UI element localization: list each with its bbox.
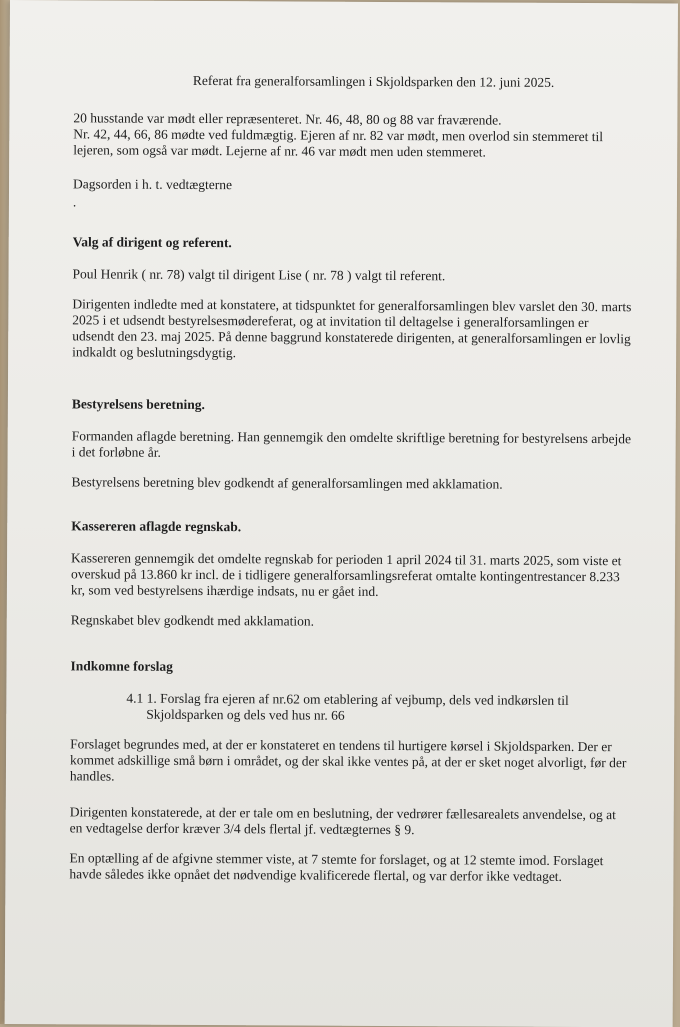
forslag-item: 4.1 1. Forslag fra ejeren af nr.62 om etablering af vejbump, dels ved indkørslen til Skjoldsparken og dels ved hus nr. 66 — [126, 690, 569, 723]
heading-forslag: Indkomne forslag — [70, 658, 173, 674]
heading-valg: Valg af dirigent og referent. — [72, 234, 232, 251]
forslag-paragraph-1: Forslaget begrundes med, at der er konstateret en tendens til hurtigere kørsel i Skjoldsparken. Der er kommet adskillige små børn i området, og der skal ikke ventes på, at der er sket noget alvorligt, før der handles. — [69, 736, 627, 784]
agenda-dot: . — [72, 194, 77, 210]
valg-paragraph-1: Poul Henrik ( nr. 78) valgt til dirigent Lise ( nr. 78 ) valgt til referent. — [72, 266, 446, 284]
forslag-paragraph-3: En optælling af de afgivne stemmer viste, at 7 stemte for forslaget, og at 12 stemte imod. Forslaget havde således ikke opnået det nødvendige kvalificerede flertal, og var derfor ikke vedtaget. — [69, 850, 604, 884]
intro-line-1: 20 husstande var mødt eller repræsenteret. Nr. 46, 48, 80 og 88 var fraværende. — [73, 110, 502, 128]
regnskab-paragraph-1: Kassereren gennemgik det omdelte regnskab for perioden 1 april 2024 til 31. marts 2025, som viste et overskud på 13.860 kr incl. de i tidligere generalforsamlingsreferat omtalte kontingentrestancer 8.233 kr, som ved bestyrelsens ihærdige indsats, nu er gået ind. — [70, 550, 622, 599]
document-title: Referat fra generalforsamlingen i Skjoldsparken den 12. juni 2025. — [192, 72, 555, 90]
beretning-paragraph-2: Bestyrelsens beretning blev godkendt af generalforsamlingen med akklamation. — [71, 474, 503, 492]
agenda-line: Dagsorden i h. t. vedtægterne — [72, 176, 233, 193]
heading-regnskab: Kassereren aflagde regnskab. — [71, 518, 242, 535]
intro-line-2: Nr. 42, 44, 66, 86 mødte ved fuldmægtig. Ejeren af nr. 82 var mødt, men overlod sin stemmeret til lejeren, som også var mødt. Lejerne af nr. 46 var mødt men uden stemmeret. — [73, 126, 604, 160]
heading-beretning: Bestyrelsens beretning. — [71, 396, 205, 413]
regnskab-paragraph-2: Regnskabet blev godkendt med akklamation. — [70, 612, 315, 629]
beretning-paragraph-1: Formanden aflagde beretning. Han gennemgik den omdelte skriftlige beretning for bestyrelsens arbejde i det forløbne år. — [71, 428, 632, 460]
document-content — [69, 72, 633, 899]
document-page — [5, 0, 678, 1027]
valg-paragraph-2: Dirigenten indledte med at konstatere, at tidspunktet for generalforsamlingen blev varslet den 30. marts 2025 i et udsendt bestyrelsesmødereferat, og at invitation til deltagelse i generalforsamlingen er udsendt den 23. maj 2025. På denne baggrund konstaterede dirigenten, at generalforsamlingen er lovlig indkaldt og beslutningsdygtig. — [72, 296, 632, 361]
forslag-paragraph-2: Dirigenten konstaterede, at der er tale om en beslutning, der vedrører fællesarealets anvendelse, og at en vedtagelse derfor kræver 3/4 dels flertal jf. vedtægternes § 9. — [69, 804, 616, 838]
